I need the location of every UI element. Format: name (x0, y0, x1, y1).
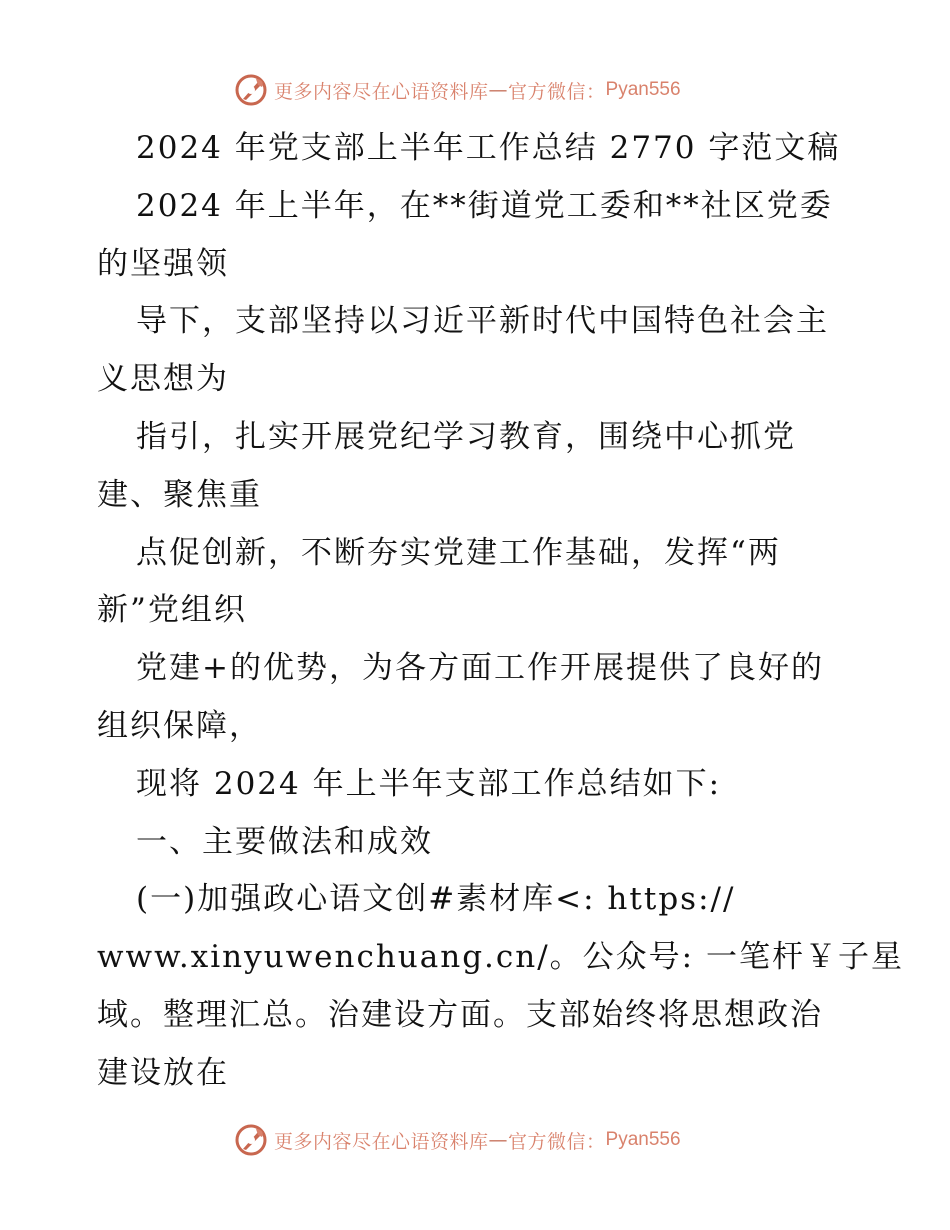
paragraph-line: 导下，支部坚持以习近平新时代中国特色社会主 (136, 303, 829, 340)
watermark-main-text: 更多内容尽在心语资料库 (274, 80, 489, 103)
paragraph-line: 组织保障， (97, 707, 262, 744)
document-title: 2024 年党支部上半年工作总结 2770 字范文稿 (136, 130, 841, 166)
header-watermark (234, 72, 681, 108)
watermark-separator: — (488, 79, 509, 101)
subsection-heading: (一)加强政心语文创#素材库<: https:// (136, 881, 736, 918)
feather-pen-logo-icon (234, 73, 268, 107)
document-body (97, 120, 904, 1103)
paragraph-line: 2024 年上半年，在**街道党工委和**社区党委 (136, 187, 833, 224)
watermark-main-text: 更多内容尽在心语资料库 (274, 1130, 489, 1153)
feather-pen-logo-icon (234, 1123, 268, 1157)
paragraph-line: 建、聚焦重 (97, 476, 262, 513)
paragraph-line: 党建+的优势，为各方面工作开展提供了良好的 (136, 650, 824, 687)
paragraph-line: 义思想为 (97, 361, 229, 398)
paragraph-line: 现将 2024 年上半年支部工作总结如下: (136, 765, 722, 802)
paragraph-line: 指引，扎实开展党纪学习教育，围绕中心抓党 (136, 418, 796, 455)
watermark-account-id: Pyan556 (605, 1129, 681, 1150)
watermark-account-label: 官方微信： (508, 1130, 606, 1153)
paragraph-line: www.xinyuwenchuang.cn/。公众号: 一笔杆￥子星 (97, 939, 904, 976)
paragraph-line: 建设放在 (97, 1054, 229, 1091)
watermark-account-id: Pyan556 (605, 79, 681, 100)
paragraph-line: 新”党组织 (97, 592, 247, 629)
footer-watermark (234, 1122, 681, 1158)
watermark-account-label: 官方微信： (508, 80, 606, 103)
section-heading: 一、主要做法和成效 (136, 823, 433, 860)
paragraph-line: 点促创新，不断夯实党建工作基础，发挥“两 (136, 534, 781, 571)
paragraph-line: 的坚强领 (97, 245, 229, 282)
watermark-separator: — (488, 1129, 509, 1151)
paragraph-line: 域。整理汇总。治建设方面。支部始终将思想政治 (97, 996, 823, 1033)
